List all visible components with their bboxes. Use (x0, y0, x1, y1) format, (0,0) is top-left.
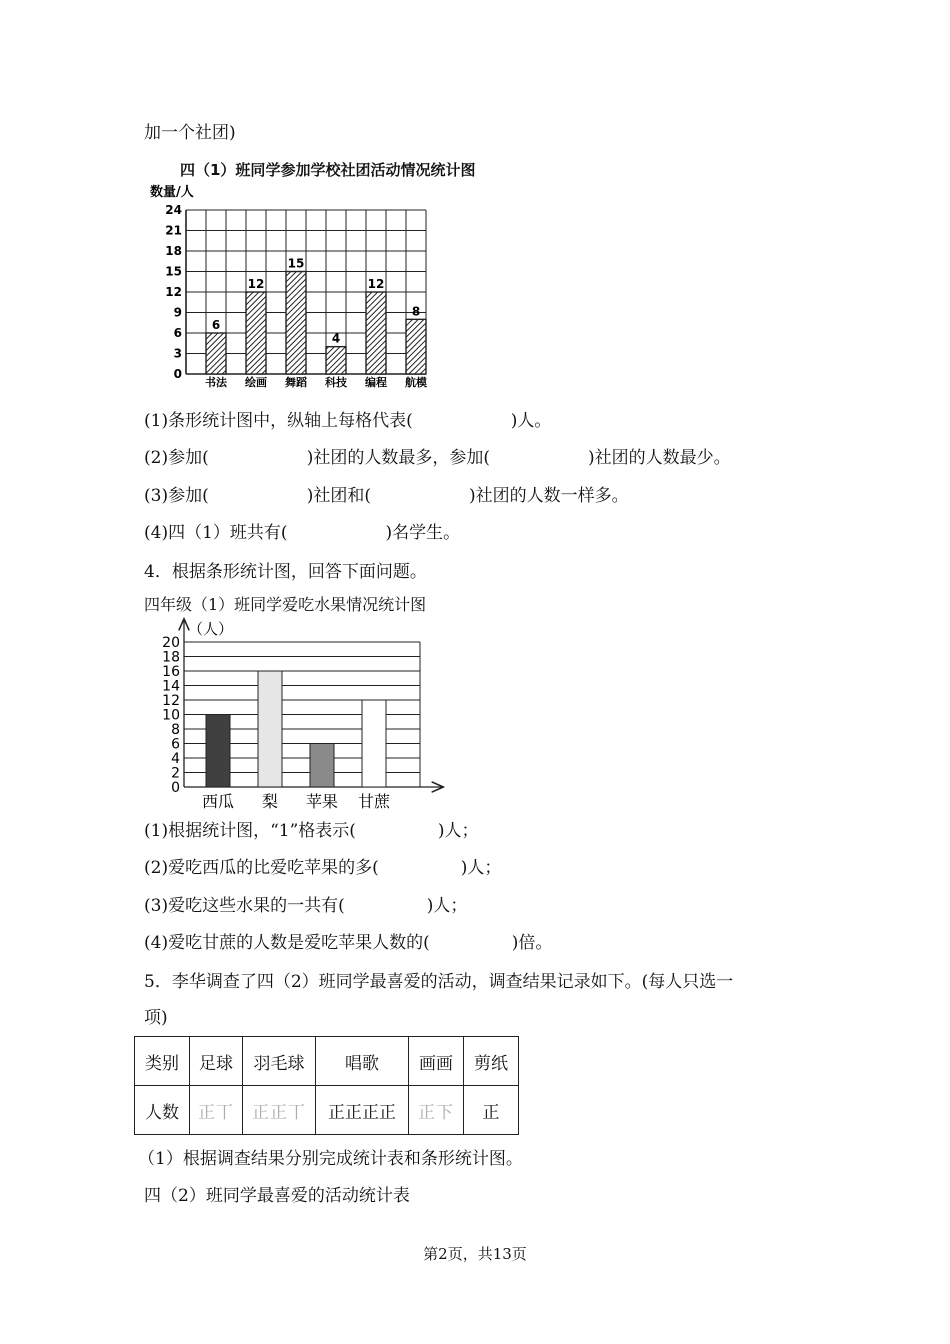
bar (326, 347, 346, 374)
q4-item-1: (1)根据统计图，“1”格表示( )人； (144, 821, 479, 841)
y-tick-label: 18 (165, 244, 182, 258)
chart1-ylabel: 数量/人 (150, 185, 194, 200)
tally-table (134, 1036, 519, 1135)
bar (246, 292, 266, 374)
y-tick-label: 9 (173, 305, 182, 320)
tally-header-cell: 足球 (190, 1037, 243, 1086)
y-tick-label: 4 (171, 751, 180, 767)
y-tick-label: 3 (173, 346, 182, 361)
data-label: 8 (411, 304, 421, 319)
q5-text-line2: 项) (144, 1008, 168, 1028)
tally-header-cell: 唱歌 (316, 1037, 409, 1086)
intro-text: 加一个社团) (144, 123, 236, 143)
x-tick-label: 书法 (205, 376, 227, 389)
q4-item-2: (2)爱吃西瓜的比爱吃苹果的多( )人； (144, 858, 502, 878)
x-tick-label: 绘画 (245, 376, 267, 389)
y-tick-label: 6 (171, 736, 180, 753)
q3-item-1: (1)条形统计图中，纵轴上每格代表( )人。 (144, 411, 552, 431)
y-tick-label: 0 (173, 367, 182, 381)
q3-item-3: (3)参加( )社团和( )社团的人数一样多。 (144, 486, 629, 506)
y-tick-label: 24 (165, 203, 182, 217)
data-label: 12 (367, 277, 385, 291)
tally-cell: 正正丅 (243, 1086, 316, 1135)
tally-header-cell: 羽毛球 (243, 1037, 316, 1086)
y-tick-label: 10 (162, 707, 180, 724)
y-tick-label: 20 (162, 635, 180, 651)
tally-header-cell: 剪纸 (464, 1037, 519, 1086)
y-tick-label: 0 (171, 780, 180, 796)
y-tick-label: 12 (162, 693, 180, 709)
data-label: 15 (287, 256, 305, 271)
tally-cell: 正正正正 (316, 1086, 409, 1135)
x-tick-label: 舞蹈 (285, 376, 307, 389)
q3-item-2: (2)参加( )社团的人数最多，参加( )社团的人数最少。 (144, 448, 731, 468)
x-tick-label: 梨 (261, 792, 279, 811)
q5-subquestion-1: （1）根据调查结果分别完成统计表和条形统计图。 (138, 1149, 523, 1169)
x-tick-label: 苹果 (305, 792, 339, 811)
q5-table-title: 四（2）班同学最喜爱的活动统计表 (144, 1186, 410, 1206)
q5-text-line1: 5．李华调查了四（2）班同学最喜爱的活动，调查结果记录如下。(每人只选一 (144, 972, 734, 992)
q3-item-4: (4)四（1）班共有( )名学生。 (144, 523, 461, 543)
data-label: 6 (211, 318, 221, 332)
x-tick-label: 编程 (365, 376, 387, 389)
bar (366, 292, 386, 374)
q4-item-3: (3)爱吃这些水果的一共有( )人； (144, 896, 468, 916)
y-tick-label: 8 (171, 722, 180, 738)
y-tick-label: 18 (162, 649, 180, 666)
x-tick-label: 西瓜 (201, 792, 235, 811)
chart1-title: 四（1）班同学参加学校社团活动情况统计图 (180, 161, 476, 179)
y-tick-label: 15 (165, 264, 182, 279)
data-label: 12 (247, 277, 265, 291)
x-tick-label: 科技 (325, 376, 347, 389)
y-tick-label: 2 (171, 765, 180, 782)
tally-header-cell: 画画 (409, 1037, 464, 1086)
bar (258, 671, 282, 787)
y-tick-label: 21 (165, 223, 182, 238)
y-tick-label: 12 (165, 285, 182, 299)
y-tick-label: 16 (162, 664, 180, 680)
x-tick-label: 甘蔗 (357, 792, 391, 811)
bar (206, 333, 226, 374)
x-tick-label: 航模 (405, 376, 427, 389)
bar (310, 744, 334, 788)
q4-item-4: (4)爱吃甘蔗的人数是爱吃苹果人数的( )倍。 (144, 933, 553, 953)
bar (206, 715, 230, 788)
tally-header-row (135, 1037, 519, 1086)
y-tick-label: 6 (173, 326, 182, 340)
tally-count-row (135, 1086, 519, 1135)
tally-header-cell: 类别 (135, 1037, 190, 1086)
tally-cell: 正 (464, 1086, 519, 1135)
tally-cell: 正下 (409, 1086, 464, 1135)
page-footer: 第2页，共13页 (423, 1245, 527, 1263)
chart2-title: 四年级（1）班同学爱吃水果情况统计图 (144, 595, 427, 614)
q4-heading: 4．根据条形统计图，回答下面问题。 (144, 562, 427, 582)
tally-row-label: 人数 (135, 1086, 190, 1135)
chart1-club-bar-chart (144, 180, 464, 390)
bar (406, 319, 426, 374)
bar (286, 272, 306, 375)
chart2-fruit-bar-chart (144, 614, 464, 814)
bar (362, 700, 386, 787)
chart2-ylabel: （人） (188, 620, 234, 638)
tally-cell: 正丅 (190, 1086, 243, 1135)
data-label: 4 (331, 331, 341, 346)
y-tick-label: 14 (162, 678, 180, 695)
